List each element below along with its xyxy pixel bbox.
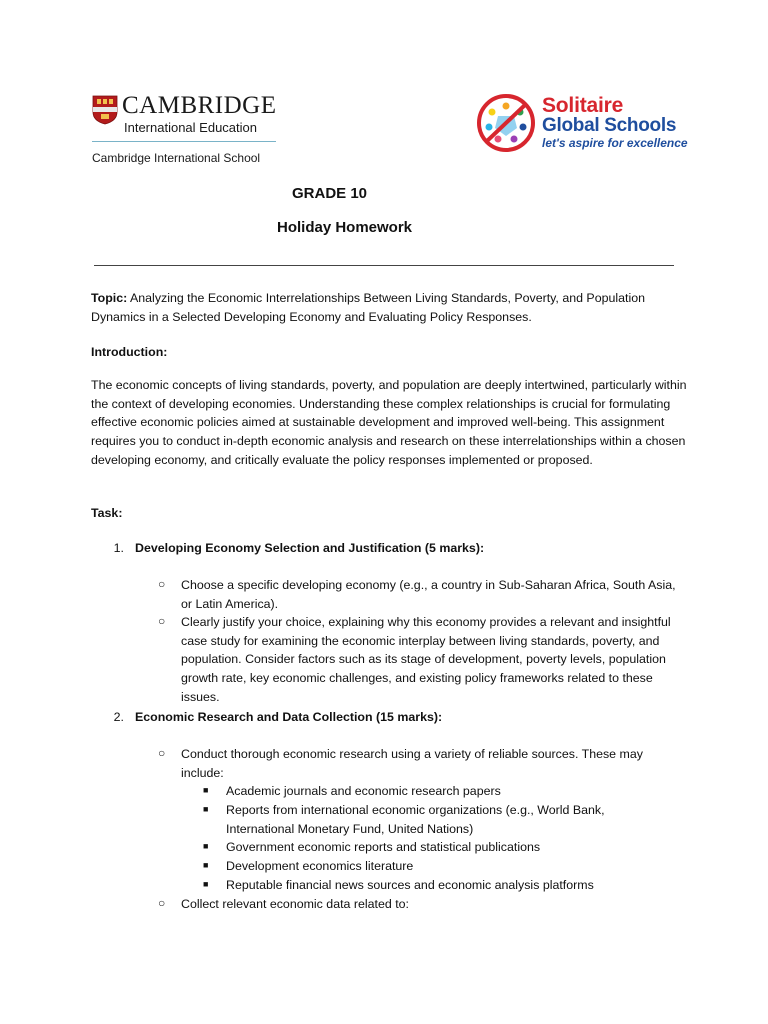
topic-text: Analyzing the Economic Interrelationships Between Living Standards, Poverty, and Population Dynamics in a Selected Developing Economy and Evaluating Policy Responses. <box>91 291 645 324</box>
grade-title: GRADE 10 <box>292 185 368 202</box>
topic-label: Topic: <box>91 291 128 305</box>
task-item-2-bullet-2: Collect relevant economic data related to: <box>181 897 409 911</box>
task-item-1 <box>94 539 694 559</box>
square-bullet-icon: ■ <box>203 860 209 870</box>
cambridge-wordmark: CAMBRIDGE <box>122 92 277 119</box>
cambridge-logo <box>92 92 292 168</box>
solitaire-name: Solitaire <box>542 94 624 117</box>
task-item-number: 2. <box>113 710 124 724</box>
source-item: Reports from international economic organizations (e.g., World Bank, International Monetary Fund, United Nations) <box>226 803 605 836</box>
source-item: Development economics literature <box>226 859 414 873</box>
square-bullet-icon: ■ <box>203 785 209 795</box>
solitaire-logo <box>476 92 696 156</box>
task-item-2-bullet-1: Conduct thorough economic research using a variety of reliable sources. These may include: <box>181 747 643 780</box>
cambridge-school-name: Cambridge International School <box>92 151 261 165</box>
solitaire-name-line2: Global Schools <box>542 115 677 136</box>
solitaire-tagline: let's aspire for excellence <box>542 136 688 150</box>
square-bullet-icon: ■ <box>203 879 209 889</box>
square-bullet-icon: ■ <box>203 804 209 814</box>
task-item-1-bullet-2: Clearly justify your choice, explaining why this economy provides a relevant and insightful case study for examining the economic interplay between living standards, poverty, and population. Consider factors such as its stage of development, poverty levels, population growth rate, key economic challenges, and existing policy frameworks related to these issues. <box>181 615 671 704</box>
task-heading: Task: <box>91 506 123 520</box>
cambridge-shield-icon <box>92 95 118 125</box>
task-item-2 <box>94 708 694 728</box>
task-item-title: Developing Economy Selection and Justification (5 marks): <box>135 541 485 555</box>
circle-bullet-icon: ○ <box>158 746 166 760</box>
circle-bullet-icon: ○ <box>158 896 166 910</box>
task-item-number: 1. <box>113 541 124 555</box>
horizontal-rule <box>94 265 674 266</box>
circle-bullet-icon: ○ <box>158 614 166 628</box>
task-item-1-bullet-1: Choose a specific developing economy (e.g., a country in Sub-Saharan Africa, South Asia, or Latin America). <box>181 578 676 611</box>
circle-bullet-icon: ○ <box>158 577 166 591</box>
homework-title: Holiday Homework <box>277 219 413 236</box>
solitaire-emblem-icon <box>476 92 536 154</box>
topic-paragraph <box>91 289 691 326</box>
cambridge-subtitle: International Education <box>124 120 257 135</box>
divider <box>92 141 276 142</box>
source-item: Government economic reports and statistical publications <box>226 840 541 854</box>
square-bullet-icon: ■ <box>203 841 209 851</box>
introduction-heading: Introduction: <box>91 345 168 359</box>
task-item-title: Economic Research and Data Collection (15 marks): <box>135 710 443 724</box>
source-item: Academic journals and economic research papers <box>226 784 501 798</box>
introduction-text: The economic concepts of living standards, poverty, and population are deeply intertwined, particularly within the context of developing economies. Understanding these complex relationships is crucial for formulating effective economic policies aimed at sustainable development and improved well-being. This assignment requires you to conduct in-depth economic analysis and research on these interrelationships within a chosen developing economy, and critically evaluate the policy responses implemented or proposed. <box>91 378 687 467</box>
source-item: Reputable financial news sources and economic analysis platforms <box>226 878 594 892</box>
